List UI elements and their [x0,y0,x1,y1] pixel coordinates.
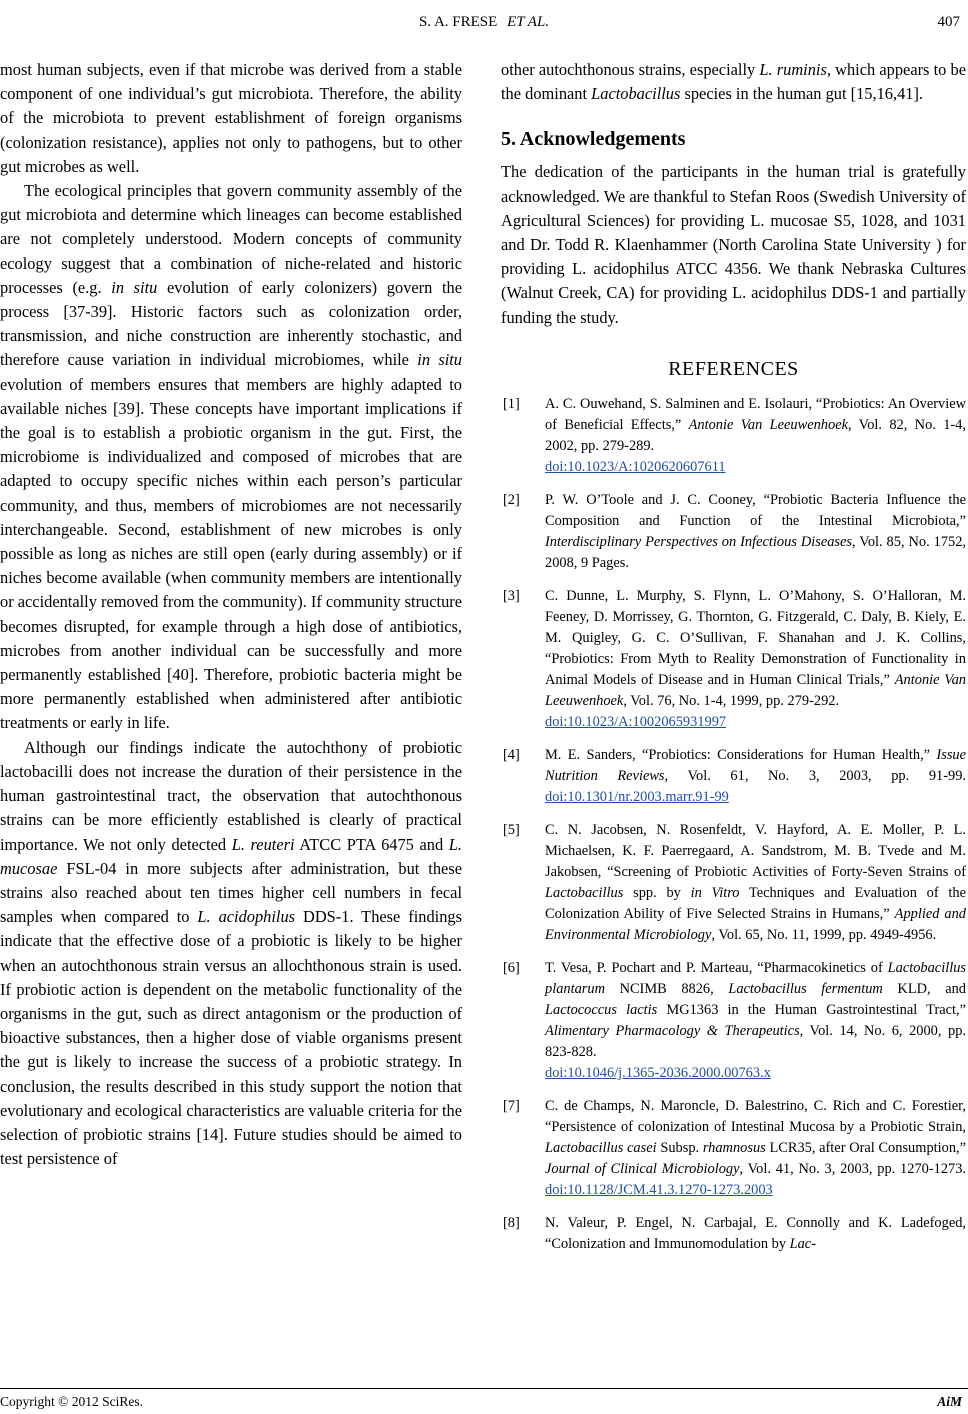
page-header [0,14,968,34]
paragraph-1: most human subjects, even if that microbe was derived from a stable component of one individual’s gut microbiota. Therefore, the ability of the microbiota to prevent establishment of foreign organisms (colonization resistance), applies not only to pathogens, but to other gut microbes as well. [0,60,462,176]
acknowledgements-text: The dedication of the participants in the human trial is gratefully acknowledged. We are thankful to Stefan Roos (Swedish University of Agricultural Sciences) for providing L. mucosae S5, 1028, and 1031 and Dr. Todd R. Klaenhammer (North Carolina State University ) for providing L. acidophilus ATCC 4356. We thank Nebraska Cultures (Walnut Creek, CA) for providing L. acidophilus DDS-1 and partially funding the study. [501,162,966,327]
page-number: 407 [937,14,960,30]
doi-link[interactable]: doi:10.1046/j.1365-2036.2000.00763.x [545,1064,771,1081]
right-column [501,58,966,1267]
reference-item: [2] P. W. O’Toole and J. C. Cooney, “Probiotic Bacteria Influence the Composition and Function of the Intestinal Microbiota,” Interdisciplinary Perspectives on Infectious Diseases, Vol. 85, No. 1752, 2008, 9 Pages. [503,491,966,571]
journal-abbrev: AiM [937,1394,962,1409]
reference-item: [6] T. Vesa, P. Pochart and P. Marteau, “Pharmacokinetics of Lactobacillus plantarum NCIMB 8826, Lactobacillus fermentum KLD, and Lactococcus lactis MG1363 in the Human Gastrointestinal Tract,” Alimentary Pharmacology & Therapeutics, Vol. 14, No. 6, 2000, pp. 823-828. doi:10.1046/j.1365-2036.2000.00763.x [503,959,966,1081]
page-footer [0,1394,968,1414]
reference-item: [7] C. de Champs, N. Maroncle, D. Balestrino, C. Rich and C. Forestier, “Persistence of colonization of Intestinal Mucosa by a Probiotic Strain, Lactobacillus casei Subsp. rhamnosus LCR35, after Oral Consumption,” Journal of Clinical Microbiology, Vol. 41, No. 3, 2003, pp. 1270-1273. doi:10.1128/JCM.41.3.1270-1273.2003 [503,1097,967,1198]
doi-link[interactable]: doi:10.1128/JCM.41.3.1270-1273.2003 [545,1181,773,1198]
references-heading: REFERENCES [668,357,799,380]
reference-item: [8] N. Valeur, P. Engel, N. Carbajal, E. Connolly and K. Ladefoged, “Colonization and Immunomodulation by Lac- [503,1214,966,1252]
copyright-notice: Copyright © 2012 SciRes. [0,1394,144,1409]
left-column [0,58,462,1171]
paragraph-3: Although our findings indicate the autochthony of probiotic lactobacilli does not increase the duration of their persistence in the human gastrointestinal tract, the observation that autochthonous strains can be more efficiently established is clearly of practical importance. We not only detected L. reuteri ATCC PTA 6475 and L. mucosae FSL-04 in more subjects after administration, but these strains also reached about ten times higher cell numbers in fecal samples when compared to L. acidophilus DDS-1. These findings indicate that the effective dose of a probiotic is likely to be higher when an autochthonous strain versus an allochthonous strain is used. If probiotic action is dependent on the metabolic functionality of the organisms in the gut, such as direct antagonism or the production of bioactive substances, then a higher dose of viable organisms present the gut is likely to increase the success of a probiotic strategy. In conclusion, the results described in this study support the notion that evolutionary and ecological characteristics are valuable criteria for the selection of probiotic strains [14]. Future studies should be aimed to test persistence of [0,737,462,1169]
reference-item: [5] C. N. Jacobsen, N. Rosenfeldt, V. Hayford, A. E. Moller, P. L. Michaelsen, K. F. Paerregaard, A. Sandstrom, M. B. Tvede and M. Jakobsen, “Screening of Probiotic Activities of Forty-Seven Strains of Lactobacillus spp. by in Vitro Techniques and Evaluation of the Colonization Ability of Five Selected Strains in Humans,” Applied and Environmental Microbiology, Vol. 65, No. 11, 1999, pp. 4949-4956. [503,821,966,943]
running-head-et-al: ET AL. [507,14,550,30]
reference-item: [3] C. Dunne, L. Murphy, S. Flynn, L. O’Mahony, S. O’Halloran, M. Feeney, D. Morrissey, G. Thornton, G. Fitzgerald, C. Daly, B. Kiely, E. M. Quigley, G. C. O’Sullivan, F. Shanahan and J. K. Collins, “Probiotics: From Myth to Reality Demonstration of Functionality in Animal Models of Disease and in Human Clinical Trials,” Antonie Van Leeuwenhoek, Vol. 76, No. 1-4, 1999, pp. 279-292. doi:10.1023/A:1002065931997 [503,587,966,730]
reference-item: [4] M. E. Sanders, “Probiotics: Considerations for Human Health,” Issue Nutrition Reviews, Vol. 61, No. 3, 2003, pp. 91-99. doi:10.1301/nr.2003.marr.91-99 [503,746,966,805]
doi-link[interactable]: doi:10.1301/nr.2003.marr.91-99 [545,788,729,805]
footer-rule [0,1388,968,1389]
paragraph-continued: other autochthonous strains, especially L. ruminis, which appears to be the dominant Lactobacillus species in the human gut [15,16,41]. [501,60,966,104]
reference-item: [1] A. C. Ouwehand, S. Salminen and E. Isolauri, “Probiotics: An Overview of Beneficial Effects,” Antonie Van Leeuwenhoek, Vol. 82, No. 1-4, 2002, pp. 279-289. doi:10.1023/A:1020620607611 [503,395,966,475]
paragraph-2: The ecological principles that govern community assembly of the gut microbiota and determine which lineages can become established are not completely understood. Modern concepts of community ecology suggest that a combination of niche-related and historic processes (e.g. in situ evolution of early colonizers) govern the process [37-39]. Historic factors such as colonization order, transmission, and niche construction are inherently stochastic, and therefore cause variation in individual microbiomes, while in situ evolution of members ensures that members are highly adapted to available niches [39]. These concepts have important implications if the goal is to establish a probiotic organism in the gut. First, the microbiome is individualized and composed of microbes that are adapted to occupy specific niches within each person’s particular community, and thus, members of microbiomes are not necessarily interchangeable. Second, establishment of new microbes is only possible as long as niches are still open (early during assembly) or if niches become available (when community members are intentionally or accidentally removed from the community). If community structure becomes disrupted, for example through a high dose of antibiotics, microbes from another individual can be successfully and more permanently established [40]. Therefore, probiotic bacteria might be more permanently established when administered after antibiotic treatments or early in life. [0,181,463,733]
doi-link[interactable]: doi:10.1023/A:1020620607611 [545,458,726,475]
doi-link[interactable]: doi:10.1023/A:1002065931997 [545,713,727,730]
running-head [0,14,968,31]
acknowledgements-heading: 5. Acknowledgements [501,128,686,151]
running-head-authors: S. A. FRESE [418,14,498,30]
